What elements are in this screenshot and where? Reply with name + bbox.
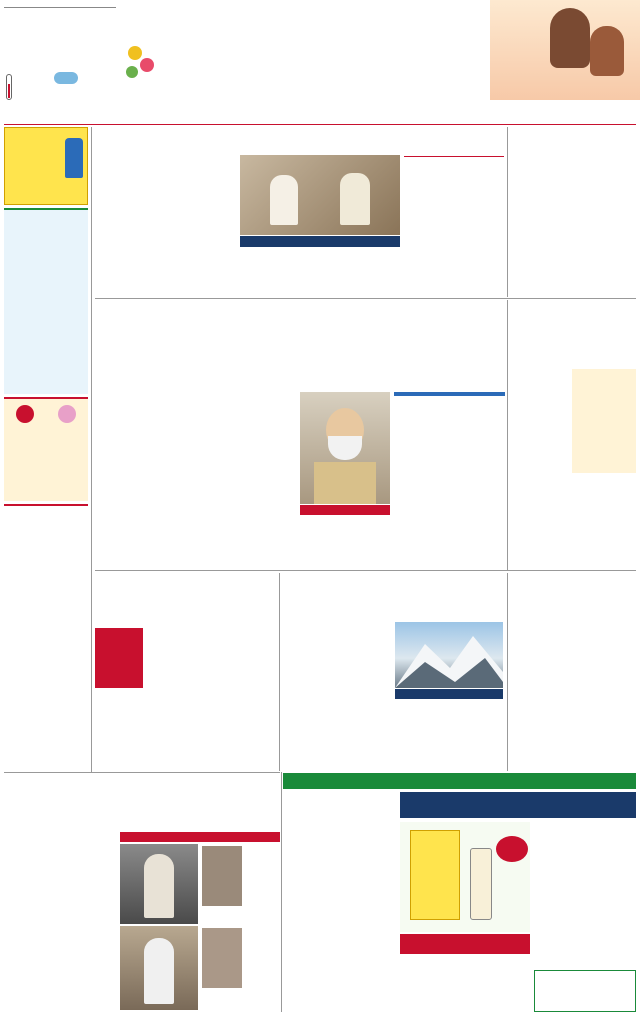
person-photo [202, 928, 242, 988]
snow-photo-text [395, 701, 503, 769]
un-right-divider [507, 300, 508, 570]
snow-body [283, 622, 391, 770]
lead-bottom-divider [95, 298, 636, 299]
policy-body [511, 369, 569, 473]
team-logos [4, 401, 88, 427]
product-bottle [470, 848, 492, 920]
product-box [410, 830, 460, 920]
right-top-body [511, 160, 636, 296]
jet-phenyl-ad [4, 127, 88, 205]
short-news [4, 504, 88, 772]
ipl-box [4, 397, 88, 501]
short-news-title [4, 504, 88, 506]
corona-country-grid [4, 216, 88, 218]
deepika-headline[interactable] [4, 802, 280, 830]
mother-figure [550, 8, 590, 68]
recovery-badge [95, 628, 143, 688]
modi-vest [314, 462, 376, 504]
deepika-p2 [202, 926, 280, 1010]
un-sidebar [394, 392, 505, 567]
person-figure [144, 938, 174, 1004]
lead-photo-text [240, 248, 400, 294]
middle-divider [95, 570, 636, 571]
flower-decor [122, 40, 162, 90]
person-figure [340, 173, 370, 225]
policy-sub2-title [511, 476, 636, 486]
tested-badge [496, 836, 528, 862]
masthead-logo[interactable] [168, 2, 468, 80]
ipl-teams [4, 427, 88, 434]
lead-sidebar-title [404, 155, 504, 157]
un-kicker [95, 320, 185, 388]
recovery-sub[interactable] [95, 587, 275, 623]
daughters-day-ad [490, 0, 640, 100]
daughter-figure [590, 26, 624, 76]
site-url[interactable] [4, 114, 114, 124]
corona-update [4, 208, 88, 394]
un-big-headline [190, 320, 460, 390]
phenyl-bottle [65, 138, 83, 178]
tulsi-headline[interactable] [283, 773, 636, 789]
team2-logo [58, 405, 76, 423]
deepika-kicker [4, 774, 280, 800]
lead-right-divider [507, 127, 508, 297]
bottom-divider [4, 772, 280, 773]
weather-box [4, 68, 116, 114]
team1-logo [16, 405, 34, 423]
snow-photo [395, 622, 503, 688]
masthead-divider [4, 124, 636, 125]
deepika-photo-caption [120, 832, 280, 842]
tulsi-helpline [534, 970, 636, 1012]
thermometer-icon [6, 74, 12, 100]
lead-body [95, 163, 235, 295]
tulsi-body [283, 792, 396, 1010]
modi-beard [328, 436, 362, 460]
policy-headline[interactable] [511, 301, 636, 349]
tulsi-tags [400, 792, 636, 818]
right-top-headline[interactable] [511, 128, 636, 158]
tulsi-banner [511, 573, 636, 599]
policy-sub [511, 350, 636, 368]
policy-box [572, 369, 636, 473]
deepika-body [4, 832, 116, 1012]
deepika-photo1 [120, 844, 198, 924]
ipl-title [4, 397, 88, 399]
person-figure [270, 175, 298, 225]
un-byline [95, 392, 295, 400]
recovery-body [148, 628, 276, 770]
deepika-p1 [202, 844, 280, 924]
modi-photo-sub [300, 517, 390, 567]
policy-box-item [572, 369, 636, 373]
un-body [95, 402, 295, 567]
recovery-divider [279, 573, 280, 771]
un-headline[interactable] [95, 301, 475, 317]
modi-photo-caption [300, 505, 390, 515]
edition-date [4, 6, 116, 8]
un-sidebar-title [394, 392, 505, 396]
corona-title [4, 208, 88, 210]
lead-photo [240, 155, 400, 235]
deepika-photo2 [120, 926, 198, 1010]
lead-dateline [95, 153, 235, 161]
mountain-graphic [395, 622, 503, 688]
lead-sidebar [404, 155, 504, 295]
deepika-sidebar [283, 992, 396, 1012]
snow-photo-caption [395, 689, 503, 699]
policy-sub2-body [511, 487, 636, 567]
recovery-headline [95, 573, 275, 586]
snow-divider [507, 573, 508, 771]
corona-state-grid [4, 212, 88, 214]
left-column-divider [91, 127, 92, 772]
masthead-left [4, 4, 116, 116]
lead-headline[interactable] [95, 128, 505, 150]
snow-headline[interactable] [283, 573, 503, 619]
lead-photo-caption [240, 236, 400, 247]
deepika-divider [281, 772, 282, 1012]
person-figure [144, 854, 174, 918]
cloud-icon [54, 72, 78, 84]
person-photo [202, 846, 242, 906]
tulsi-question [400, 934, 530, 954]
modi-photo [300, 392, 390, 504]
tulsi-product [400, 822, 530, 932]
masthead-tagline [168, 90, 428, 100]
